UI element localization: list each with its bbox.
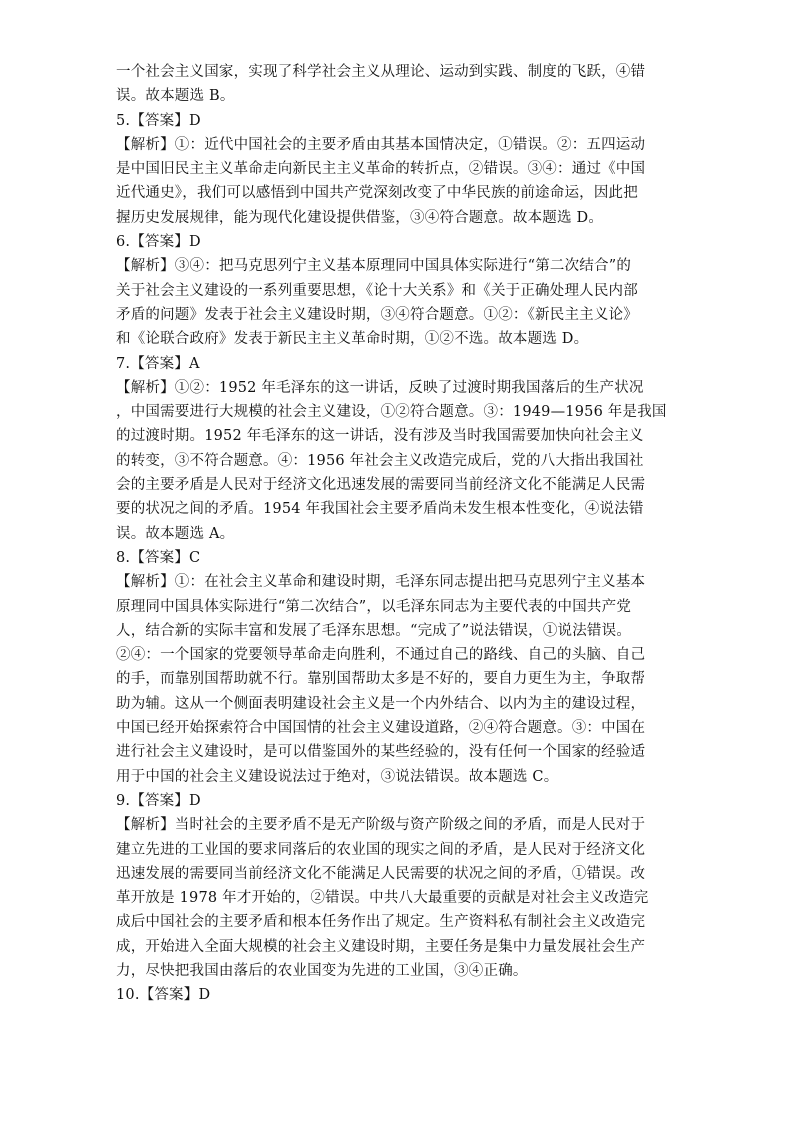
text-line: 近代通史》，我们可以感悟到中国共产党深刻改变了中华民族的前途命运，因此把 xyxy=(116,185,638,202)
text-line: 【解析】①：在社会主义革命和建设时期，毛泽东同志提出把马克思列宁主义基本 xyxy=(116,574,646,591)
text-line: 中国已经开始探索符合中国国情的社会主义建设道路，②④符合题意。③：中国在 xyxy=(116,720,646,737)
text-line: 和《论联合政府》发表于新民主主义革命时期，①②不选。故本题选 D。 xyxy=(116,331,589,348)
text-line: 握历史发展规律，能为现代化建设提供借鉴，③④符合题意。故本题选 D。 xyxy=(116,209,604,226)
text-line: 原理同中国具体实际进行“第二次结合”，以毛泽东同志为主要代表的中国共产党 xyxy=(116,598,632,615)
text-line: 一个社会主义国家，实现了科学社会主义从理论、运动到实践、制度的飞跃，④错 xyxy=(116,64,646,80)
text-line: 的手，而靠别国帮助就不行。靠别国帮助太多是不好的，要自力更生为主，争取帮 xyxy=(116,671,646,688)
text-line: ②④：一个国家的党要领导革命走向胜利，不通过自己的路线、自己的头脑、自己 xyxy=(116,647,646,664)
text-line: 【解析】①②：1952 年毛泽东的这一讲话，反映了过渡时期我国落后的生产状况 xyxy=(116,379,644,396)
text-line: 误。故本题选 B。 xyxy=(116,88,235,105)
text-line: 的过渡时期。1952 年毛泽东的这一讲话，没有涉及当时我国需要加快向社会主义 xyxy=(116,428,644,445)
text-line: 8.【答案】C xyxy=(116,549,201,566)
text-line: 【解析】①：近代中国社会的主要矛盾由其基本国情决定，①错误。②：五四运动 xyxy=(116,136,646,153)
text-line: 矛盾的问题》发表于社会主义建设时期，③④符合题意。①②：《新民主主义论》 xyxy=(116,306,638,323)
text-line: 7.【答案】A xyxy=(116,355,200,372)
text-line: 迅速发展的需要同当前经济文化不能满足人民需要的状况之间的矛盾，①错误。改 xyxy=(116,865,646,882)
text-line: 用于中国的社会主义建设说法过于绝对，③说法错误。故本题选 C。 xyxy=(116,768,559,785)
text-line: 人，结合新的实际丰富和发展了毛泽东思想。“完成了”说法错误，①说法错误。 xyxy=(116,622,632,639)
text-line: 成，开始进入全面大规模的社会主义建设时期，主要任务是集中力量发展社会生产 xyxy=(116,938,646,955)
text-line: 误。故本题选 A。 xyxy=(116,525,235,542)
text-line: 是中国旧民主主义革命走向新民主主义革命的转折点，②错误。③④：通过《中国 xyxy=(116,161,646,178)
text-line: 要的状况之间的矛盾。1954 年我国社会主要矛盾尚未发生根本性变化，④说法错 xyxy=(116,501,644,518)
text-line: 成后中国社会的主要矛盾和根本任务作出了规定。生产资料私有制社会主义改造完 xyxy=(116,914,646,931)
text-line: ，中国需要进行大规模的社会主义建设，①②符合题意。③：1949—1956 年是我国 xyxy=(116,404,667,421)
answer-explanations-text xyxy=(116,60,678,1008)
text-line: 会的主要矛盾是人民对于经济文化迅速发展的需要同当前经济文化不能满足人民需 xyxy=(116,477,646,494)
text-line: 【解析】当时社会的主要矛盾不是无产阶级与资产阶级之间的矛盾，而是人民对于 xyxy=(116,817,646,834)
text-line: 【解析】③④：把马克思列宁主义基本原理同中国具体实际进行“第二次结合”的 xyxy=(116,258,632,275)
text-line: 的转变，③不符合题意。④：1956 年社会主义改造完成后，党的八大指出我国社 xyxy=(116,452,644,469)
text-line: 10.【答案】D xyxy=(116,987,211,1004)
text-line: 助为辅。这从一个侧面表明建设社会主义是一个内外结合、以内为主的建设过程， xyxy=(116,695,646,712)
text-line: 关于社会主义建设的一系列重要思想，《论十大关系》和《关于正确处理人民内部 xyxy=(116,282,638,299)
text-line: 力，尽快把我国由落后的农业国变为先进的工业国，③④正确。 xyxy=(116,962,528,979)
text-line: 6.【答案】D xyxy=(116,234,201,251)
text-line: 建立先进的工业国的要求同落后的农业国的现实之间的矛盾，是人民对于经济文化 xyxy=(116,841,646,858)
text-line: 5.【答案】D xyxy=(116,112,201,129)
text-line: 革开放是 1978 年才开始的，②错误。中共八大最重要的贡献是对社会主义改造完 xyxy=(116,890,649,907)
text-line: 9.【答案】D xyxy=(116,792,201,809)
text-line: 进行社会主义建设时，是可以借鉴国外的某些经验的，没有任何一个国家的经验适 xyxy=(116,744,646,761)
